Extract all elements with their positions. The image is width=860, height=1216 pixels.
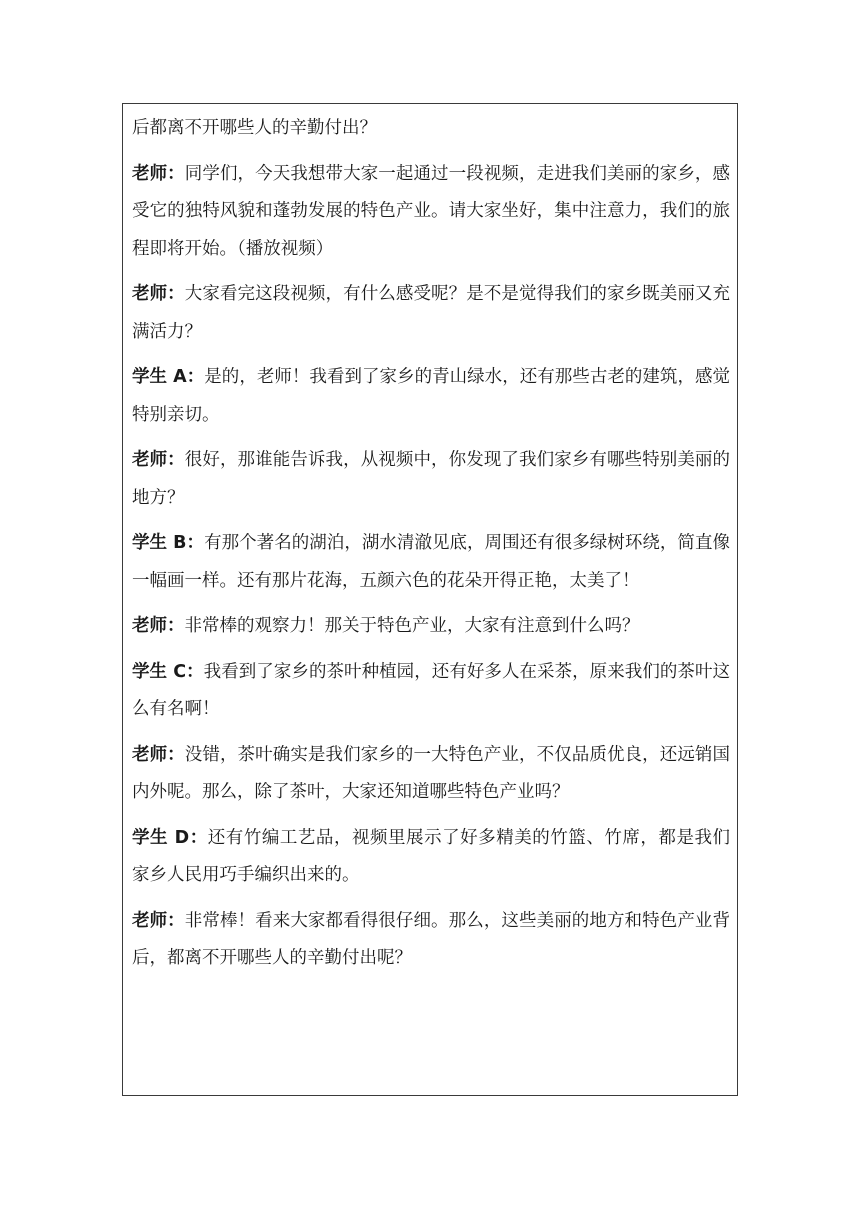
dialogue-paragraph — [132, 442, 730, 517]
speaker-label: 学生 A： — [132, 367, 205, 387]
dialogue-paragraph — [132, 654, 730, 729]
paragraph-continuation — [132, 110, 730, 148]
speaker-label: 老师： — [132, 744, 185, 765]
dialogue-paragraph — [132, 525, 730, 600]
dialogue-paragraph — [132, 608, 730, 646]
speaker-label: 学生 C： — [132, 661, 204, 682]
speaker-label: 老师： — [132, 616, 185, 636]
dialogue-paragraph — [132, 156, 730, 269]
paragraph-text: 非常棒的观察力！那关于特色产业，大家有注意到什么吗？ — [184, 616, 640, 636]
dialogue-paragraph — [132, 276, 730, 351]
speaker-label: 老师： — [132, 910, 185, 931]
dialogue-paragraph — [132, 820, 730, 895]
document-table-cell — [122, 103, 738, 1096]
speaker-label: 老师： — [132, 450, 185, 470]
speaker-label: 老师： — [132, 163, 185, 184]
speaker-label: 学生 B： — [132, 533, 205, 553]
paragraph-text: 没错，茶叶确实是我们家乡的一大特色产业，不仅品质优良，还远销国内外呢。那么，除了茶叶，大家还知道哪些特色产业吗？ — [132, 744, 731, 802]
paragraph-text: 我看到了家乡的茶叶种植园，还有好多人在采茶，原来我们的茶叶这么有名啊！ — [132, 661, 731, 719]
paragraph-text: 大家看完这段视频，有什么感受呢？是不是觉得我们的家乡既美丽又充满活力？ — [132, 284, 731, 342]
paragraph-text: 还有竹编工艺品，视频里展示了好多精美的竹篮、竹席，都是我们家乡人民用巧手编织出来的。 — [132, 827, 731, 885]
paragraph-text: 后都离不开哪些人的辛勤付出？ — [132, 118, 377, 138]
paragraph-text: 非常棒！看来大家都看得很仔细。那么，这些美丽的地方和特色产业背后，都离不开哪些人的辛勤付出呢？ — [132, 910, 731, 968]
speaker-label: 老师： — [132, 284, 185, 304]
dialogue-paragraph — [132, 903, 730, 978]
dialogue-content — [132, 110, 730, 986]
paragraph-text: 很好，那谁能告诉我，从视频中，你发现了我们家乡有哪些特别美丽的地方？ — [132, 450, 731, 508]
speaker-label: 学生 D： — [132, 827, 208, 848]
paragraph-text: 是的，老师！我看到了家乡的青山绿水，还有那些古老的建筑，感觉特别亲切。 — [132, 367, 730, 425]
dialogue-paragraph — [132, 737, 730, 812]
paragraph-text: 有那个著名的湖泊，湖水清澈见底，周围还有很多绿树环绕，简直像一幅画一样。还有那片花海，五颜六色的花朵开得正艳，太美了！ — [132, 533, 730, 591]
paragraph-text: 同学们，今天我想带大家一起通过一段视频，走进我们美丽的家乡，感受它的独特风貌和蓬勃发展的特色产业。请大家坐好，集中注意力，我们的旅程即将开始。（播放视频） — [132, 163, 731, 259]
dialogue-paragraph — [132, 359, 730, 434]
